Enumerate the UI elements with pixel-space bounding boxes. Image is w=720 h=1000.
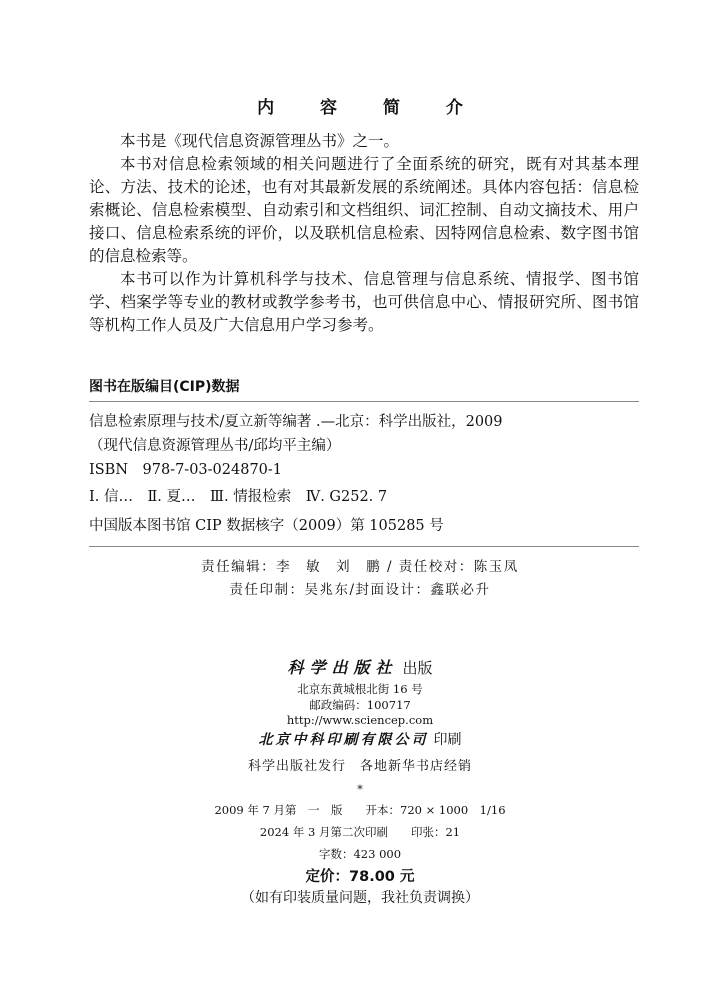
printer-suffix: 印刷: [433, 732, 462, 748]
publisher-url: http://www.sciencep.com: [286, 713, 434, 727]
cip-isbn: ISBN 978-7-03-024870-1: [89, 462, 283, 478]
distribution-line: 科学出版社发行 各地新华书店经销: [247, 759, 472, 774]
production-credits: 责任印制：吴兆东/封面设计：鑫联必升: [229, 582, 491, 598]
separator-star: *: [357, 782, 363, 796]
publisher-logo-text: 科学出版社: [287, 658, 398, 677]
quality-note: （如有印装质量问题，我社负责调换）: [241, 890, 479, 906]
cip-record-number: 中国版本图书馆 CIP 数据核字（2009）第 105285 号: [89, 518, 444, 534]
cip-top-rule: [89, 401, 639, 402]
cip-series-line: （现代信息资源管理丛书/邱均平主编）: [89, 438, 341, 454]
price: 定价：78.00 元: [305, 869, 415, 885]
cip-heading: 图书在版编目(CIP)数据: [89, 379, 240, 395]
summary-paragraph-1: 本书是《现代信息资源管理丛书》之一。: [120, 132, 400, 150]
word-count: 字数：423 000: [318, 847, 402, 861]
publisher-postcode: 邮政编码：100717: [309, 698, 411, 712]
editor-credits: 责任编辑：李 敏 刘 鹏 / 责任校对：陈玉凤: [201, 559, 519, 575]
cip-bottom-rule: [89, 546, 639, 547]
printer-logo-text: 北京中科印刷有限公司: [258, 732, 429, 748]
summary-paragraph-2: 本书对信息检索领域的相关问题进行了全面系统的研究，既有对其基本理论、方法、技术的论述，也有对其最新发展的系统阐述。具体内容包括：信息检索概论、信息检索模型、自动索引和文档组织、词汇控制、自动文摘技术、用户接口、信息检索系统的评价，以及联机信息检索、因特网信息检索、数字图书馆的信息检索等。: [89, 155, 639, 265]
cip-classification: Ⅰ. 信… Ⅱ. 夏… Ⅲ. 情报检索 Ⅳ. G252. 7: [89, 489, 388, 505]
publisher-line: [0, 655, 720, 678]
edition-line: 2009 年 7 月第 一 版 开本：720 × 1000 1/16: [214, 803, 506, 817]
summary-body: [89, 130, 639, 337]
printer-line: [0, 729, 720, 749]
publisher-suffix: 出版: [402, 659, 433, 677]
summary-paragraph-3: 本书可以作为计算机科学与技术、信息管理与信息系统、情报学、图书馆学、档案学等专业的教材或教学参考书，也可供信息中心、情报研究所、图书馆等机构工作人员及广大信息用户学习参考。: [89, 270, 639, 334]
cip-title-line: 信息检索原理与技术/夏立新等编著 .—北京：科学出版社，2009: [89, 414, 503, 430]
summary-title: 内 容 简 介: [257, 98, 483, 118]
publisher-address: 北京东黄城根北街 16 号: [297, 682, 423, 696]
printing-line: 2024 年 3 月第二次印刷 印张：21: [259, 825, 461, 839]
